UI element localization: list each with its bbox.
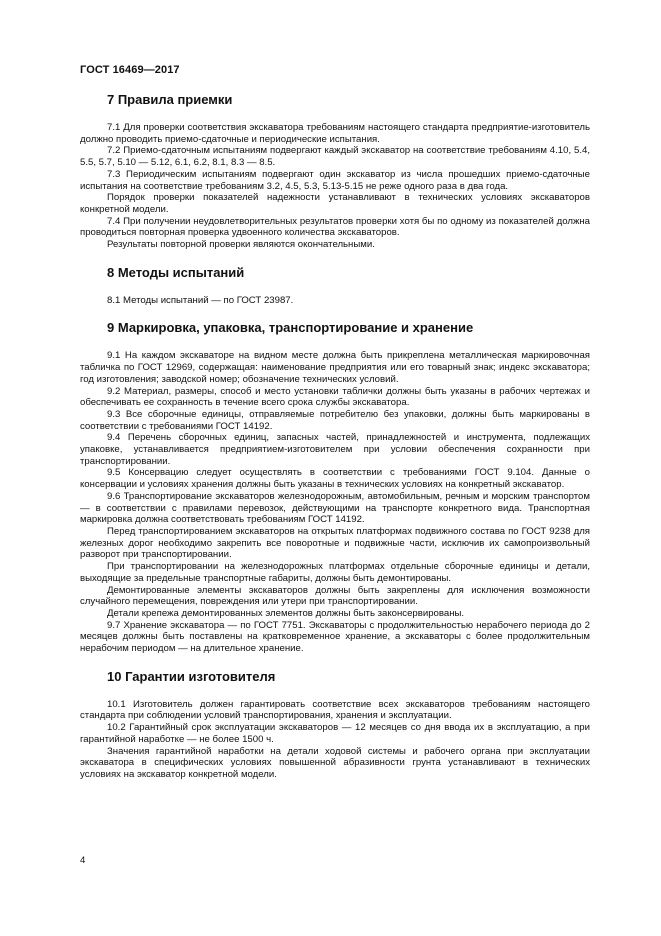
- paragraph: 7.3 Периодическим испытаниям подвергают один экскаватор из числа прошедших приемо-сдаточные испытания на соответствие требованиям 3.2, 4.5, 5.3, 5.13-5.15 не реже одного раза в два года.: [80, 168, 590, 192]
- section-heading: 10 Гарантии изготовителя: [107, 668, 276, 684]
- section-10: [80, 669, 590, 781]
- paragraph: Значения гарантийной наработки на детали ходовой системы и рабочего органа при эксплуатации экскаватора в специфических условиях повышенной абразивности грунта устанавливают в технических условиях на экскаватор конкретной модели.: [80, 745, 590, 780]
- paragraph: Демонтированные элементы экскаваторов должны быть закреплены для исключения возможности случайного перемещения, повреждения или утери при транспортировании.: [80, 584, 590, 608]
- paragraph: 10.1 Изготовитель должен гарантировать соответствие всех экскаваторов требованиям настоящего стандарта при соблюдении условий транспортирования, хранения и эксплуатации.: [80, 698, 590, 722]
- paragraph: Результаты повторной проверки являются окончательными.: [107, 239, 375, 251]
- paragraph: 9.6 Транспортирование экскаваторов железнодорожным, автомобильным, речным и морским транспортом — в соответствии с правилами перевозок, действующими на транспорте конкретного вида. Транспортная маркировка должна соответствовать требованиям ГОСТ 14192.: [80, 490, 590, 526]
- section-heading: 8 Методы испытаний: [107, 264, 245, 280]
- document-body: [80, 92, 590, 795]
- paragraph: 9.1 На каждом экскаваторе на видном месте должна быть прикреплена металлическая маркировочная табличка по ГОСТ 12969, содержащая: наименование предприятия или его товарный знак; индекс экскаватора; год изготовления; заводской номер; обозначение технических условий.: [80, 350, 590, 385]
- paragraph: 9.2 Материал, размеры, способ и место установки таблички должны быть указаны в рабочих чертежах и обеспечивать ее сохранность в течение всего срока службы экскаватора.: [80, 385, 590, 409]
- paragraph: Порядок проверки показателей надежности устанавливают в технических условиях экскаваторов конкретной модели.: [80, 192, 590, 215]
- section-8: [80, 265, 590, 307]
- section-heading: 9 Маркировка, упаковка, транспортирование и хранение: [107, 320, 474, 336]
- paragraph: 9.7 Хранение экскаватора — по ГОСТ 7751. Экскаваторы с продолжительностью нерабочего периода до 2 месяцев должны быть поставлены на кратковременное хранение, а экскаваторы с более продолжительным нерабочим периодом — на длительное хранение.: [80, 619, 590, 655]
- paragraph: 7.4 При получении неудовлетворительных результатов проверки хотя бы по одному из показателей должна проводиться повторная проверка удвоенного количества экскаваторов.: [80, 215, 590, 239]
- paragraph: 8.1 Методы испытаний — по ГОСТ 23987.: [107, 294, 294, 306]
- paragraph: 9.3 Все сборочные единицы, отправляемые потребителю без упаковки, должны быть маркированы в соответствии с требованиями ГОСТ 14192.: [80, 408, 590, 432]
- paragraph: 10.2 Гарантийный срок эксплуатации экскаваторов — 12 месяцев со дня ввода их в эксплуатацию, а при гарантийной наработке — не более 1500 ч.: [80, 722, 590, 745]
- page-number: 4: [80, 855, 86, 866]
- paragraph: Детали крепежа демонтированных элементов должны быть законсервированы.: [107, 607, 465, 619]
- document-code: ГОСТ 16469—2017: [80, 64, 180, 76]
- section-heading: 7 Правила приемки: [107, 92, 233, 107]
- section-9: [80, 320, 590, 654]
- section-7: [80, 92, 590, 251]
- paragraph: 7.1 Для проверки соответствия экскаватора требованиям настоящего стандарта предприятие-изготовитель должно проводить приемо-сдаточные и периодические испытания.: [80, 122, 590, 145]
- paragraph: 9.5 Консервацию следует осуществлять в соответствии с требованиями ГОСТ 9.104. Данные о консервации и условиях хранения должны быть указаны в технических условиях на конкретный экскаватор.: [80, 467, 590, 491]
- paragraph: 9.4 Перечень сборочных единиц, запасных частей, принадлежностей и инструмента, подлежащих упаковке, устанавливается предприятием-изготовителем при условии обеспечения сохранности при транспортировании.: [80, 432, 590, 467]
- paragraph: При транспортировании на железнодорожных платформах отдельные сборочные единицы и детали, выходящие за предельные транспортные габариты, должны быть демонтированы.: [80, 561, 590, 584]
- paragraph: Перед транспортированием экскаваторов на открытых платформах подвижного состава по ГОСТ 9238 для железных дорог необходимо закрепить все поворотные и подвижные части, исключив их самопроизвольный разворот при транспортировании.: [80, 525, 590, 561]
- paragraph: 7.2 Приемо-сдаточным испытаниям подвергают каждый экскаватор на соответствие требованиям 4.10, 5.4, 5.5, 5.7, 5.10 — 5.12, 6.1, 6.2, 8.1, 8.3 — 8.5.: [80, 145, 590, 169]
